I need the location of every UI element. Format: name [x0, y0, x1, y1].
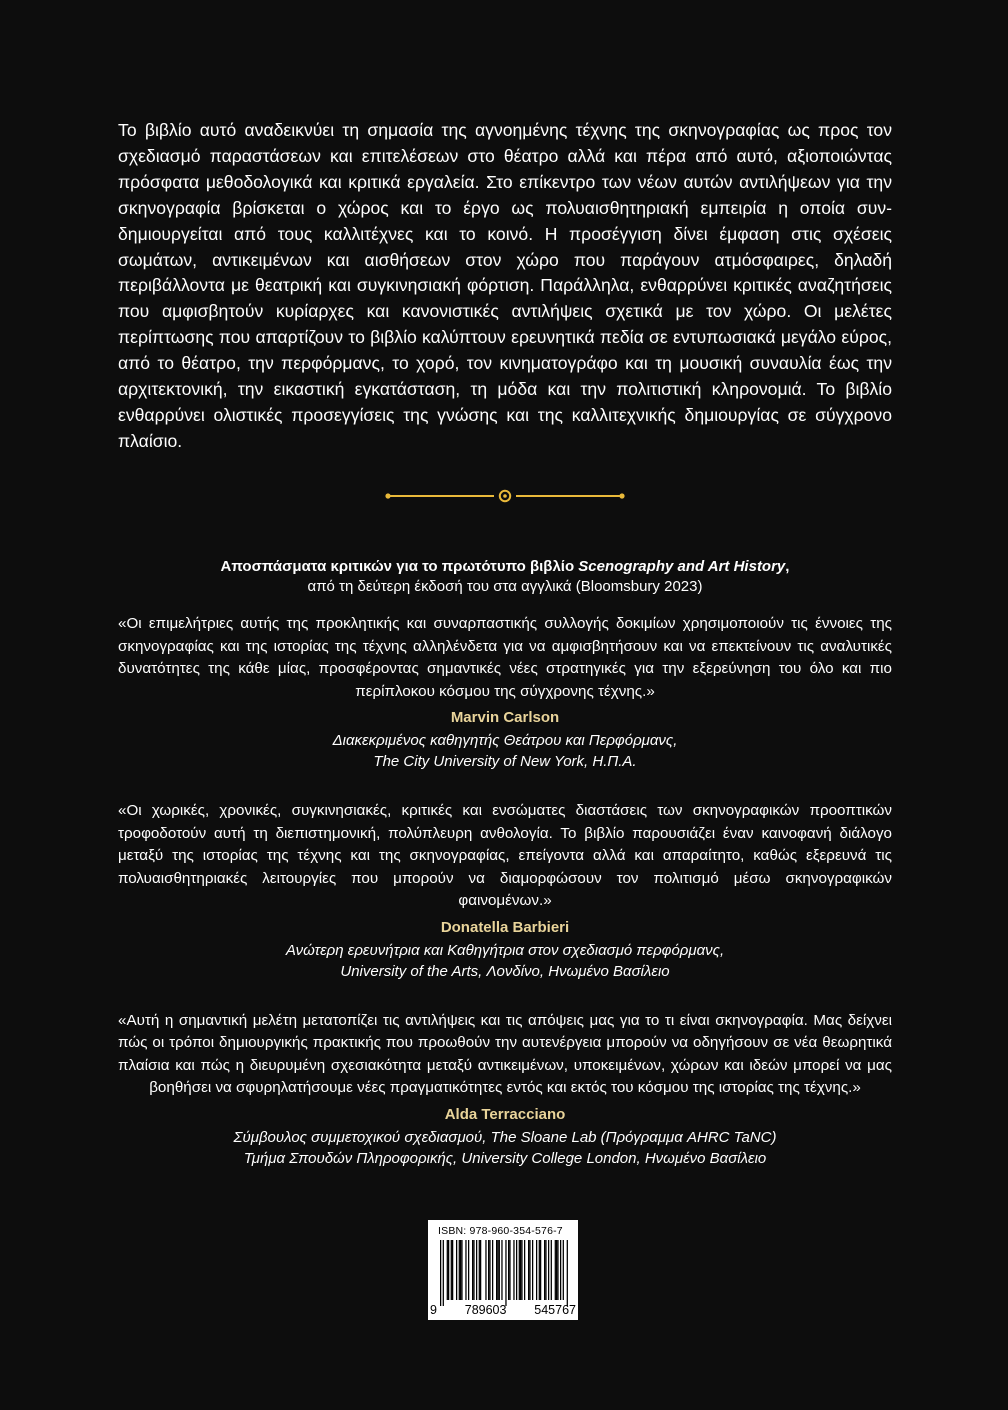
- barcode-bar: [451, 1240, 452, 1300]
- barcode-bar: [513, 1240, 514, 1300]
- barcode-bar: [509, 1240, 510, 1300]
- barcode-bar: [468, 1240, 469, 1300]
- excerpts-heading: Αποσπάσματα κριτικών για το πρωτότυπο βιβλίο Scenography and Art History,: [220, 558, 790, 575]
- barcode-bar: [501, 1240, 502, 1300]
- barcode-bar: [499, 1240, 500, 1300]
- barcode-bar: [536, 1240, 537, 1300]
- barcode-bar: [489, 1240, 490, 1300]
- review-author: Donatella Barbieri: [440, 918, 570, 936]
- barcode-bar: [548, 1240, 549, 1300]
- barcode-bar: [520, 1240, 521, 1300]
- review-affiliation: Σύμβουλος συμμετοχικού σχεδιασμού, The Sloane Lab (Πρόγραμμα AHRC TaNC): [233, 1128, 777, 1146]
- barcode-bar: [488, 1240, 489, 1300]
- barcode-bar: [528, 1240, 529, 1300]
- barcode-bar: [555, 1240, 556, 1300]
- barcode-bar: [524, 1240, 525, 1300]
- barcode-bar: [448, 1240, 449, 1300]
- barcode-bar: [544, 1240, 545, 1300]
- barcode-digit-group: 545767: [534, 1303, 576, 1317]
- reviews-section: [118, 557, 892, 1169]
- barcode-bar: [479, 1240, 480, 1300]
- review-affiliation: Ανώτερη ερευνήτρια και Καθηγήτρια στον σχεδιασμό περφόρμανς,: [285, 941, 725, 959]
- ornament-divider: [384, 488, 626, 504]
- barcode-bar: [465, 1240, 466, 1300]
- barcode-bar: [505, 1240, 506, 1306]
- isbn-label: ISBN: 978-960-354-576-7: [438, 1225, 563, 1237]
- review-quote: «Οι χωρικές, χρονικές, συγκινησιακές, κριτικές και ενσώματες διαστάσεις των σκηνογραφικών προοπτικών τροφοδοτούν αυτή τη διεπιστημονική, πολύπλευρη ανθολογία. Το βιβλίο παρουσιάζει έναν καινοφανή διάλογο μεταξύ της ιστορίας της τέχνης και της σκηνογραφίας, επείγοντα αλλά και απαραίτητο, καθώς εξερευνά τις πολυαισθητηριακές λειτουργίες που μπορούν να διαμορφώσουν τον πολιτισμό μέσω σκηνογραφικών φαινομένων.»: [118, 802, 892, 909]
- review-affiliation: The City University of New York, Η.Π.Α.: [373, 753, 637, 770]
- review-affiliation: Τμήμα Σπουδών Πληροφορικής, University College London, Ηνωμένο Βασίλειο: [243, 1149, 767, 1167]
- barcode-bar: [516, 1240, 517, 1300]
- review-affiliation: University of the Arts, Λονδίνο, Ηνωμένο Βασίλειο: [340, 962, 670, 980]
- barcode-bar: [551, 1240, 552, 1300]
- barcode-bar: [485, 1240, 486, 1300]
- barcode-bar: [473, 1240, 474, 1300]
- barcode-bar: [560, 1240, 561, 1300]
- barcode-bar: [563, 1240, 564, 1300]
- barcode-bar: [519, 1240, 520, 1300]
- barcode-bar: [521, 1240, 522, 1300]
- barcode-bar: [539, 1240, 540, 1300]
- barcode-bar: [567, 1240, 568, 1306]
- barcode-bar: [443, 1240, 444, 1306]
- barcode-bar: [459, 1240, 460, 1300]
- barcode-bar: [529, 1240, 530, 1300]
- barcode-bar: [476, 1240, 477, 1300]
- barcode-bar: [497, 1240, 498, 1300]
- review-affiliation: Διακεκριμένος καθηγητής Θεάτρου και Περφόρμανς,: [332, 732, 678, 749]
- review-author: Marvin Carlson: [450, 709, 560, 726]
- barcode-digit-group: 9: [430, 1303, 437, 1317]
- isbn-barcode: [428, 1220, 578, 1320]
- review-quote: «Οι επιμελήτριες αυτής της προκλητικής και συναρπαστικής συλλογής δοκιμίων χρησιμοποιούν τις έννοιες της σκηνογραφίας και της ιστορίας της τέχνης αλληλένδετα για να αμφισβητήσουν και να επεκτείνουν τις αναλυτικές δυνατότητες της κάθε μίας, προσφέροντας σημαντικές νέες στρατηγικές για την εξερεύνηση του όλο και πιο περίπλοκου κόσμου της σύγχρονης τέχνης.»: [118, 615, 892, 700]
- book-title: Scenography and Art History: [578, 558, 786, 575]
- barcode-bar: [492, 1240, 493, 1300]
- excerpts-subheading: από τη δεύτερη έκδοσή του στα αγγλικά (Bloomsbury 2023): [307, 578, 703, 595]
- barcode-bar: [461, 1240, 462, 1300]
- barcode-bar: [532, 1240, 533, 1300]
- barcode-bar: [472, 1240, 473, 1300]
- barcode-bars: [440, 1240, 568, 1306]
- barcode-bar: [556, 1240, 557, 1300]
- barcode-bar: [496, 1240, 497, 1300]
- barcode-bar: [440, 1240, 441, 1306]
- barcode-bar: [508, 1240, 509, 1300]
- barcode-bar: [452, 1240, 453, 1300]
- barcode-bar: [545, 1240, 546, 1300]
- barcode-bar: [540, 1240, 541, 1300]
- barcode-digit-group: 789603: [464, 1303, 507, 1317]
- intro-paragraph: Το βιβλίο αυτό αναδεικνύει τη σημασία της αγνοημένης τέχνης της σκηνογραφίας ως προς τον σχεδιασμό παραστάσεων και επιτελέσεων στο θέατρο αλλά και πέρα από αυτό, αξιοποιώντας πρόσφατα μεθοδολογικά και κριτικά εργαλεία. Στο επίκεντρο των νέων αυτών αντιλήψεων για την σκηνογραφία βρίσκεται ο χώρος και το έργο ως πολυαισθητηριακή εμπειρία η οποία συν-δημιουργείται από τους καλλιτέχνες και το κοινό. Η προσέγγιση δίνει έμφαση στις σχέσεις σωμάτων, αντικειμένων και αισθήσεων στον χώρο που παράγουν ατμόσφαιρες, δηλαδή περιβάλλοντα με θεατρική και συγκινησιακή φόρτιση. Παράλληλα, ενθαρρύνει κριτικές αναζητήσεις που αμφισβητούν κυρίαρχες και κανονιστικές αντιλήψεις σχετικά με τον χώρο. Οι μελέτες περίπτωσης που απαρτίζουν το βιβλίο καλύπτουν ερευνητικά πεδία σε εντυπωσιακά μεγάλο εύρος, από το θέατρο, την περφόρμανς, το χορό, τον κινηματογράφο και τη μουσική συναυλία έως την αρχιτεκτονική, την εικαστική εγκατάσταση, τη μόδα και την πολιτιστική κληρονομιά. Το βιβλίο ενθαρρύνει ολιστικές προσεγγίσεις της γνώσης και της καλλιτεχνικής δημιουργίας σε σύγχρονο πλαίσιο.: [118, 120, 892, 451]
- review-author: Alda Terracciano: [444, 1105, 566, 1123]
- barcode-bar: [480, 1240, 481, 1300]
- barcode-bar: [460, 1240, 461, 1300]
- barcode-bar: [456, 1240, 457, 1300]
- barcode-bar: [447, 1240, 448, 1300]
- barcode-bar: [557, 1240, 558, 1300]
- barcode-digits: [430, 1303, 576, 1317]
- review-quote: «Αυτή η σημαντική μελέτη μετατοπίζει τις αντιλήψεις και τις απόψεις μας για το τι είναι σκηνογραφία. Μας δείχνει πώς οι τρόποι δημιουργικής πρακτικής που προωθούν την αυτενέργεια μπορούν να οδηγήσουν σε νέα θεωρητικά πλαίσια και πώς η διευρυμένη σχεσιακότητα μεταξύ αντικειμένων, υποκειμένων, χώρων και ιδεών μπορεί να μας βοηθήσει να σφυρηλατήσουμε νέες πραγματικότητες εντός και εκτός του κόσμου της ιστορίας της τέχνης.»: [118, 1011, 892, 1096]
